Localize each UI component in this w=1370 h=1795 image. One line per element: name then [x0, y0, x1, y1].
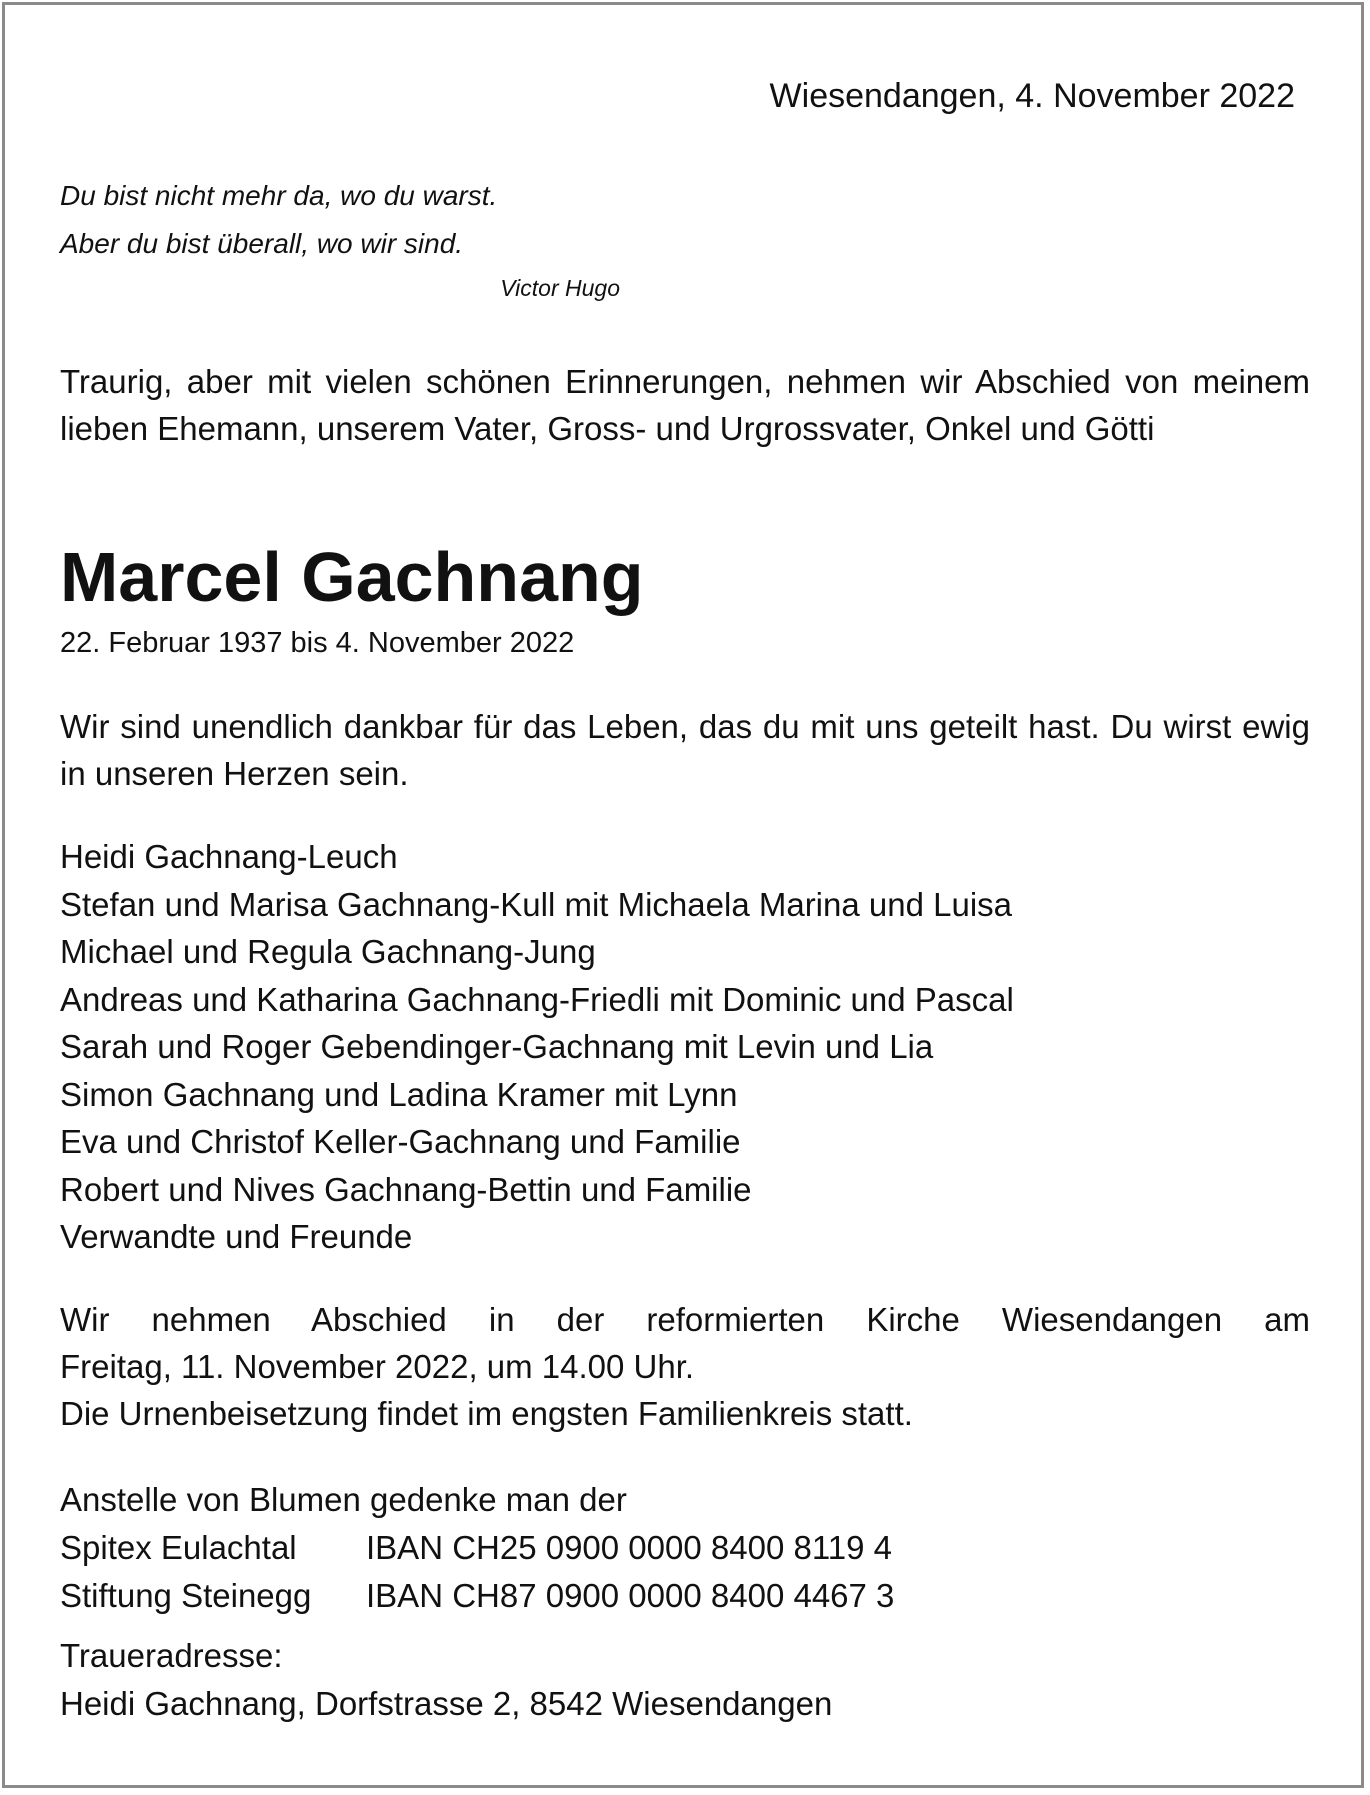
quote-author: Victor Hugo [500, 275, 620, 301]
address-label: Traueradresse: [60, 1637, 283, 1674]
intro-text: Traurig, aber mit vielen schönen Erinnerungen, nehmen wir Abschied von meinem lieben Ehemann, unserem Vater, Gross- und Urgrossvater, Onkel und Götti [60, 363, 1310, 447]
service-line: Freitag, 11. November 2022, um 14.00 Uhr. [60, 1348, 695, 1385]
donation-entry [60, 1524, 1310, 1572]
quote [60, 172, 620, 306]
donation-info [60, 1476, 1310, 1620]
donation-entry [60, 1572, 1310, 1620]
mourner-item: Robert und Nives Gachnang-Bettin und Familie [60, 1170, 752, 1208]
donation-iban: IBAN CH87 0900 0000 8400 4467 3 [366, 1577, 895, 1614]
mourner-item: Simon Gachnang und Ladina Kramer mit Lynn [60, 1075, 738, 1113]
mourner-item: Stefan und Marisa Gachnang-Kull mit Michaela Marina und Luisa [60, 885, 1013, 923]
mourners-list [60, 833, 1310, 1261]
deceased-name: Marcel Gachnang [60, 538, 644, 616]
address-value: Heidi Gachnang, Dorfstrasse 2, 8542 Wiesendangen [60, 1685, 833, 1722]
mourner-item: Verwandte und Freunde [60, 1218, 413, 1255]
service-info [60, 1296, 1310, 1437]
life-dates: 22. Februar 1937 bis 4. November 2022 [60, 627, 575, 659]
mourner-item: Heidi Gachnang-Leuch [60, 838, 398, 875]
quote-line: Du bist nicht mehr da, wo du warst. [60, 180, 498, 211]
mourner-item: Michael und Regula Gachnang-Jung [60, 933, 596, 970]
quote-line: Aber du bist überall, wo wir sind. [60, 228, 464, 259]
donation-intro: Anstelle von Blumen gedenke man der [60, 1481, 627, 1518]
mourner-item: Andreas und Katharina Gachnang-Friedli mit Dominic und Pascal [60, 980, 1014, 1018]
obituary-content [60, 0, 1310, 1795]
donation-org: Stiftung Steinegg [60, 1577, 312, 1614]
service-line: Die Urnenbeisetzung findet im engsten Familienkreis statt. [60, 1395, 913, 1432]
service-line: Wir nehmen Abschied in der reformierten Kirche Wiesendangen am [60, 1301, 1310, 1338]
dateline: Wiesendangen, 4. November 2022 [769, 77, 1295, 115]
mourner-item: Eva und Christof Keller-Gachnang und Familie [60, 1123, 741, 1160]
donation-iban: IBAN CH25 0900 0000 8400 8119 4 [366, 1529, 892, 1566]
mourner-item: Sarah und Roger Gebendinger-Gachnang mit Levin und Lia [60, 1028, 934, 1065]
donation-org: Spitex Eulachtal [60, 1529, 297, 1566]
thanks-text: Wir sind unendlich dankbar für das Leben, das du mit uns geteilt hast. Du wirst ewig in unseren Herzen sein. [60, 708, 1310, 792]
mourning-address [60, 1632, 1310, 1728]
